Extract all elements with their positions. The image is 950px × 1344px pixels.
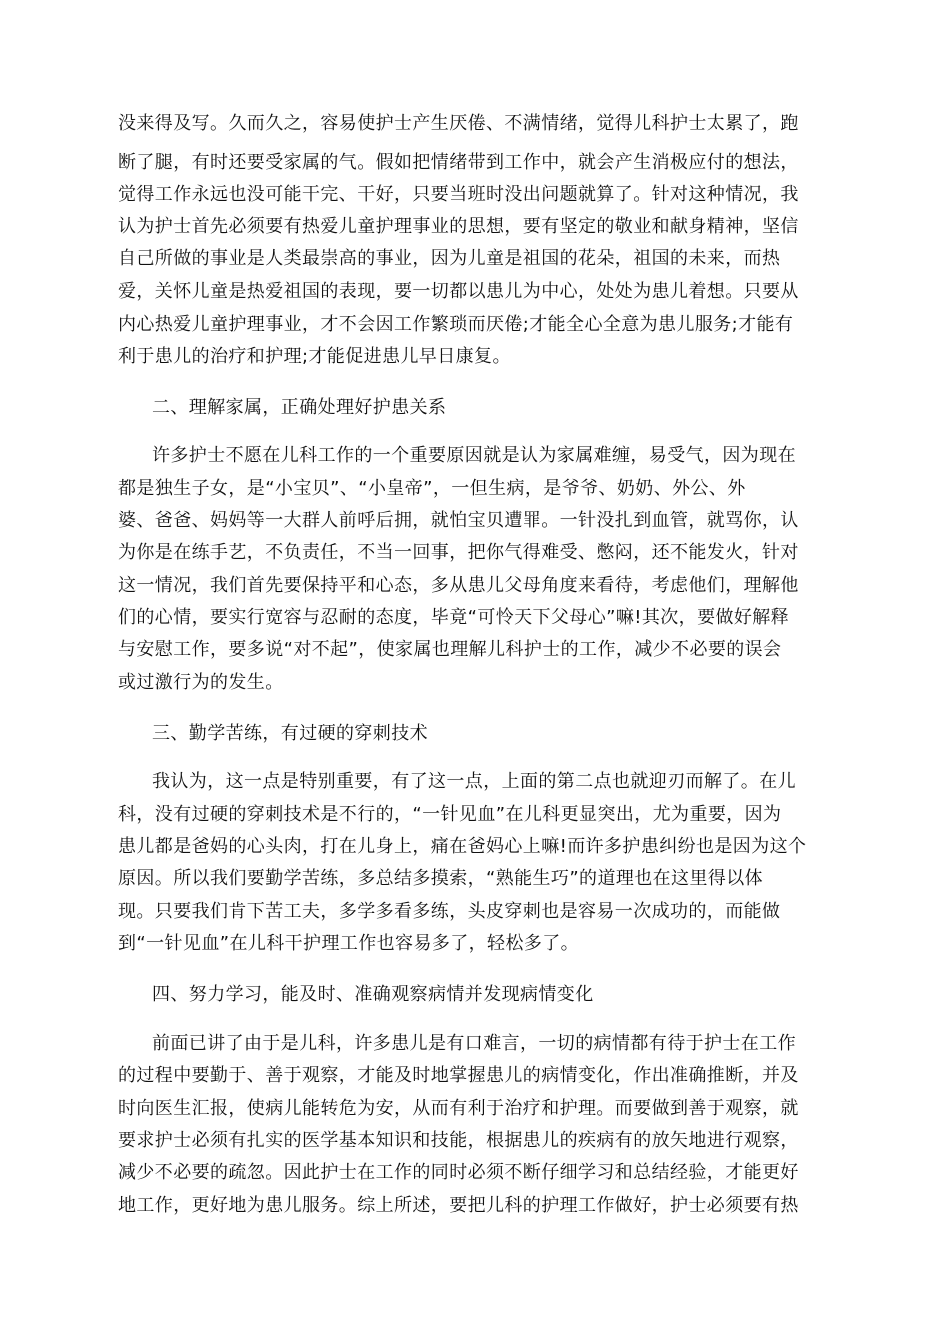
text-line: 断了腿，有时还要受家属的气。假如把情绪带到工作中，就会产生消极应付的想法， <box>118 152 799 173</box>
text-line: 觉得工作永远也没可能干完、干好，只要当班时没出问题就算了。针对这种情况，我 <box>118 184 799 205</box>
section-heading: 二、理解家属，正确处理好护患关系 <box>152 397 447 418</box>
text-line: 为你是在练手艺，不负责任，不当一回事，把你气得难受、憋闷，还不能发火，针对 <box>118 542 799 563</box>
text-line: 认为护士首先必须要有热爱儿童护理事业的思想，要有坚定的敬业和献身精神，坚信 <box>118 216 799 237</box>
text-line: 减少不必要的疏忽。因此护士在工作的同时必须不断仔细学习和总结经验，才能更好 <box>118 1162 799 1183</box>
text-line: 利于患儿的治疗和护理;才能促进患儿早日康复。 <box>118 346 511 367</box>
text-line: 自己所做的事业是人类最崇高的事业，因为儿童是祖国的花朵，祖国的未来，而热 <box>118 248 781 269</box>
text-line: 前面已讲了由于是儿科，许多患儿是有口难言，一切的病情都有待于护士在工作 <box>152 1033 796 1054</box>
text-line: 到“一针见血”在儿科干护理工作也容易多了，轻松多了。 <box>118 933 580 954</box>
text-line: 我认为，这一点是特别重要，有了这一点，上面的第二点也就迎刃而解了。在儿 <box>152 771 796 792</box>
text-line: 许多护士不愿在儿科工作的一个重要原因就是认为家属难缠，易受气，因为现在 <box>152 445 796 466</box>
text-line: 科，没有过硬的穿刺技术是不行的，“一针见血”在儿科更显突出，尤为重要，因为 <box>118 804 782 825</box>
text-line: 婆、爸爸、妈妈等一大群人前呼后拥，就怕宝贝遭罪。一针没扎到血管，就骂你，认 <box>118 510 799 531</box>
text-line: 地工作，更好地为患儿服务。综上所述，要把儿科的护理工作做好，护士必须要有热 <box>118 1195 799 1216</box>
text-line: 没来得及写。久而久之，容易使护士产生厌倦、不满情绪，觉得儿科护士太累了，跑 <box>118 113 799 134</box>
text-line: 都是独生子女，是“小宝贝”、“小皇帝”，一但生病，是爷爷、奶奶、外公、外 <box>118 478 746 499</box>
section-heading: 四、努力学习，能及时、准确观察病情并发现病情变化 <box>152 984 594 1005</box>
text-line: 这一情况，我们首先要保持平和心态，多从患儿父母角度来看待，考虑他们，理解他 <box>118 575 799 596</box>
text-line: 的过程中要勤于、善于观察，才能及时地掌握患儿的病情变化，作出准确推断，并及 <box>118 1065 799 1086</box>
text-line: 时向医生汇报，使病儿能转危为安，从而有利于治疗和护理。而要做到善于观察，就 <box>118 1098 799 1119</box>
text-line: 内心热爱儿童护理事业，才不会因工作繁琐而厌倦;才能全心全意为患儿服务;才能有 <box>118 314 794 335</box>
text-line: 爱，关怀儿童是热爱祖国的表现，要一切都以患儿为中心，处处为患儿着想。只要从 <box>118 281 799 302</box>
text-line: 要求护士必须有扎实的医学基本知识和技能，根据患儿的疾病有的放矢地进行观察， <box>118 1130 799 1151</box>
text-line: 与安慰工作，要多说“对不起”，使家属也理解儿科护士的工作，减少不必要的误会 <box>118 639 782 660</box>
text-line: 现。只要我们肯下苦工夫，多学多看多练，头皮穿刺也是容易一次成功的，而能做 <box>118 901 781 922</box>
section-heading: 三、勤学苦练，有过硬的穿刺技术 <box>152 723 428 744</box>
text-line: 或过激行为的发生。 <box>118 672 284 693</box>
text-line: 患儿都是爸妈的心头肉，打在儿身上，痛在爸妈心上嘛!而许多护患纠纷也是因为这个 <box>118 836 807 857</box>
text-line: 原因。所以我们要勤学苦练，多总结多摸索，“熟能生巧”的道理也在这里得以体 <box>118 868 764 889</box>
text-line: 们的心情，要实行宽容与忍耐的态度，毕竟“可怜天下父母心”嘛!其次，要做好解释 <box>118 607 790 628</box>
